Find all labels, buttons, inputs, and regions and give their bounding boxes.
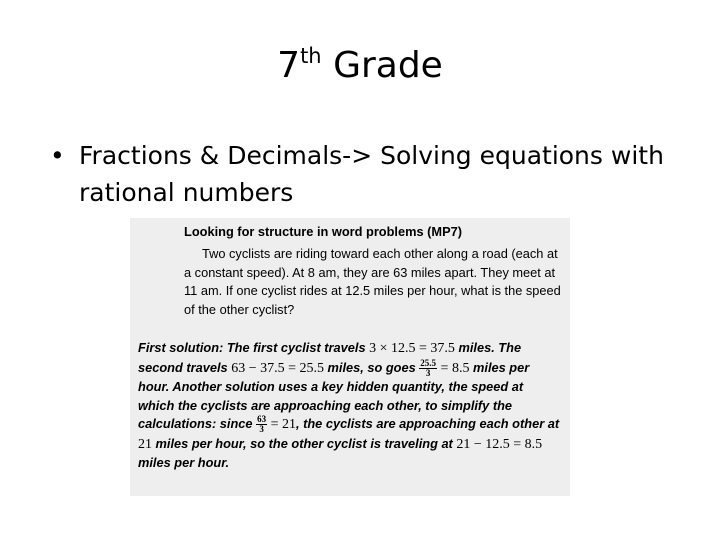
title-text: Grade	[321, 45, 443, 86]
textbook-excerpt-image	[130, 218, 570, 496]
word-problem-text: Two cyclists are riding toward each other along a road (each at a constant speed). At 8 am, they are 63 miles apart. They meet at 11 am. If one cyclist rides at 12.5 miles per hour, what is the speed of the other cyclist?	[184, 246, 561, 317]
solution-segment: miles per hour, so the other cyclist is traveling at	[152, 435, 457, 451]
bullet-marker: •	[50, 141, 65, 170]
solution-segment: First solution: The first cyclist travels	[138, 340, 370, 355]
fraction-denominator: 3	[259, 424, 264, 435]
slide-title	[0, 44, 720, 88]
title-number: 7	[277, 45, 301, 86]
fraction	[256, 415, 267, 434]
math-expression: 3 × 12.5 = 37.5	[369, 341, 455, 356]
excerpt-heading: Looking for structure in word problems (MP7)	[184, 224, 462, 239]
solution-segment: miles. The second travels	[138, 340, 522, 375]
math-expression: 21 − 12.5 = 8.5	[456, 436, 543, 452]
fraction	[419, 359, 437, 378]
bullet-item	[50, 137, 690, 211]
solution-segment: , the cyclists are approaching each other at	[295, 416, 560, 431]
title-superscript: th	[300, 44, 322, 68]
solution-text	[138, 339, 562, 473]
math-expression: = 21	[267, 417, 296, 432]
math-expression: 63 − 37.5 = 25.5	[231, 360, 324, 376]
fraction-numerator: 25.5	[420, 357, 437, 368]
solution-segment: miles per hour. Another solution uses a key hidden quantity, the speed at which the cyclists are approaching each other, to simplify the calculations: since	[138, 359, 530, 431]
solution-segment: miles, so goes	[323, 359, 420, 375]
fraction-numerator: 63	[257, 414, 267, 425]
math-expression: = 8.5	[437, 360, 470, 376]
math-expression: 21	[138, 436, 152, 452]
bullet-text: Fractions & Decimals-> Solving equations with rational numbers	[79, 141, 664, 207]
solution-segment: miles per hour.	[138, 455, 230, 470]
fraction-denominator: 3	[425, 367, 431, 378]
